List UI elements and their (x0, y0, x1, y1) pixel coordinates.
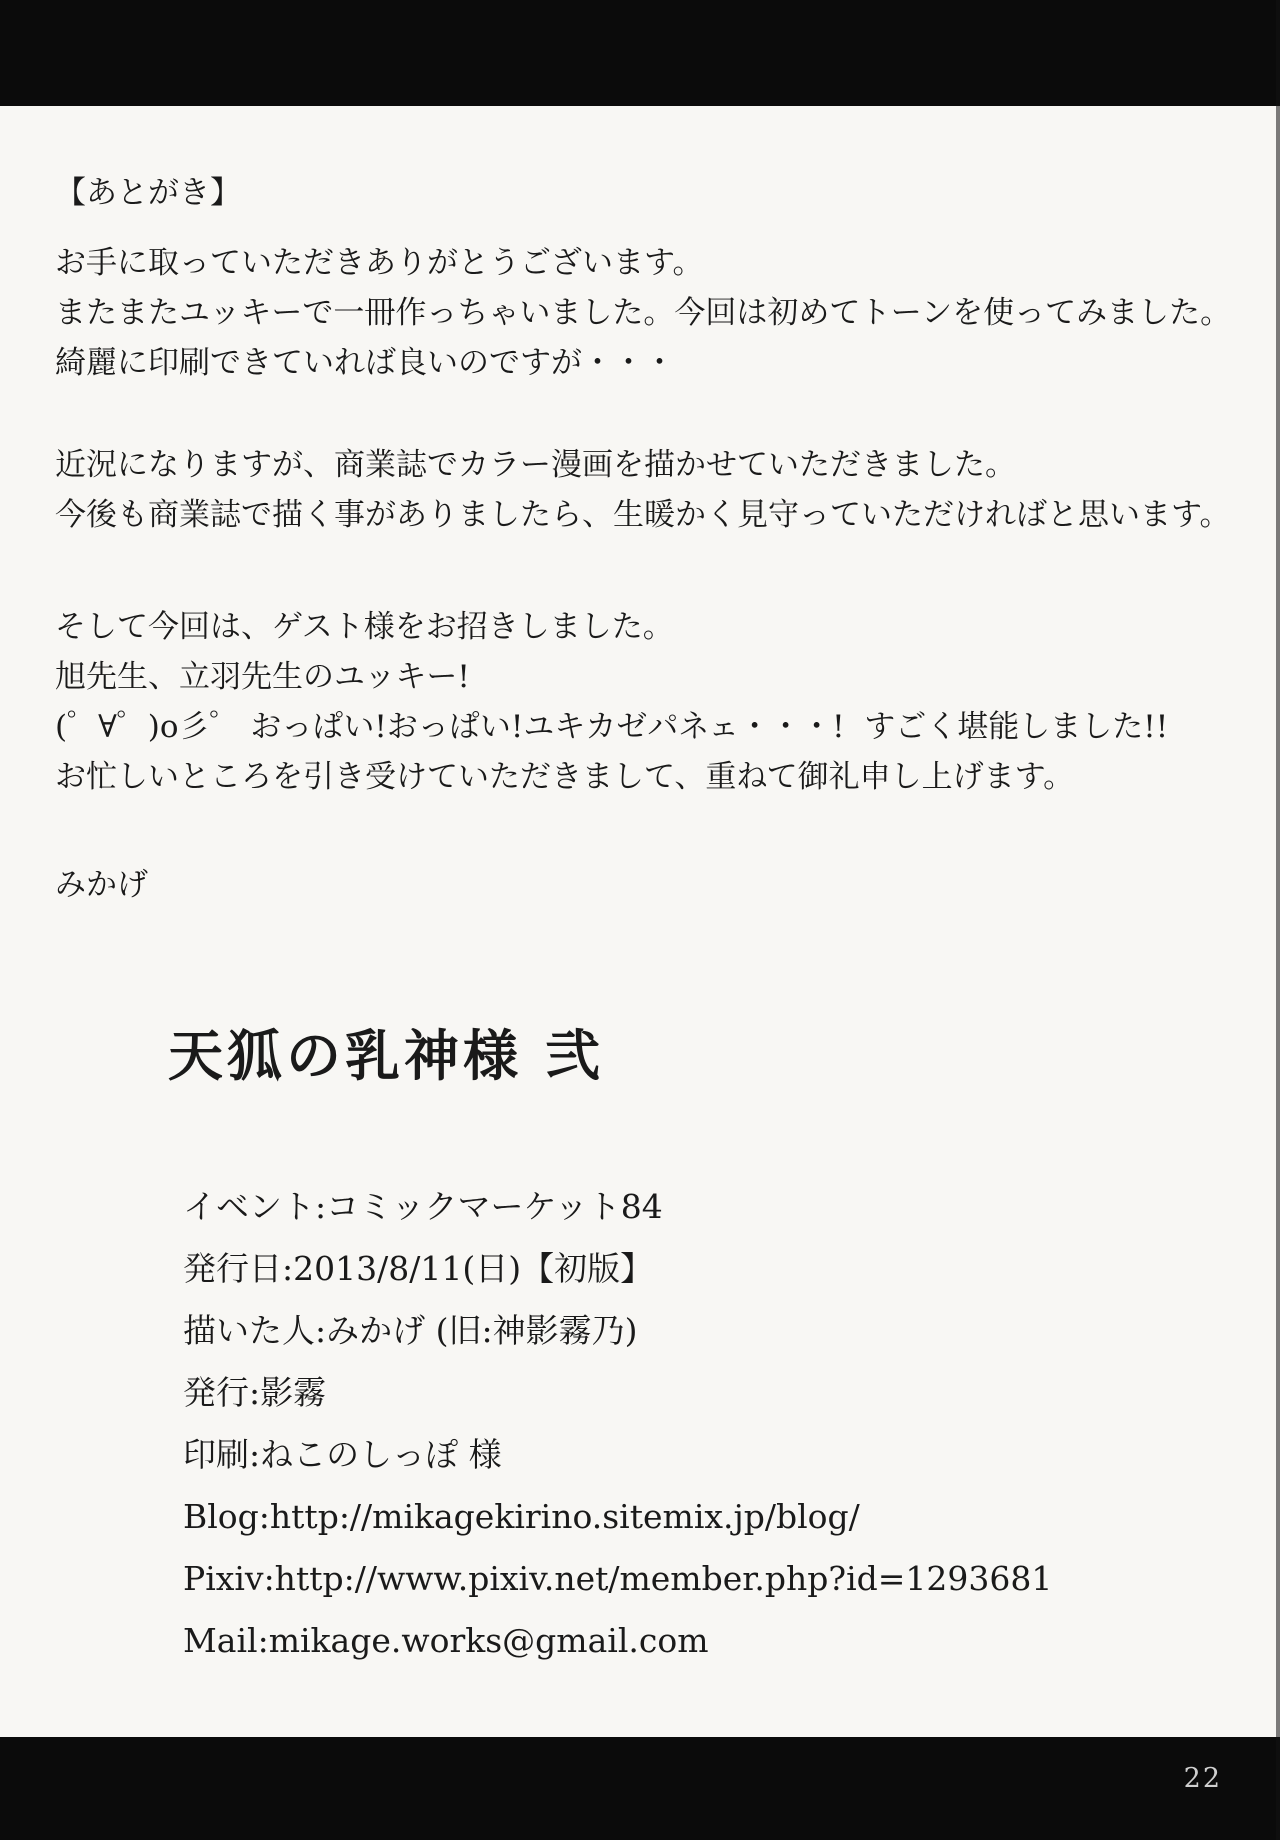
afterword-line: (゜∀゜)o彡゜ おっぱい!おっぱい!ユキカゼパネェ・・・! すごく堪能しました!! (55, 709, 1169, 745)
afterword-line: お忙しいところを引き受けていただきまして、重ねて御礼申し上げます。 (55, 759, 1075, 795)
afterword-text-block (55, 168, 1231, 910)
scan-edge-shadow (1276, 0, 1280, 1840)
bottom-black-bar (0, 1737, 1280, 1840)
colophon-blog-url-line: Blog:http://mikagekirino.sitemix.jp/blog/ (183, 1497, 860, 1536)
colophon-artist-line: 描いた人:みかげ (旧:神影霧乃) (183, 1311, 638, 1350)
colophon-printer-line: 印刷:ねこのしっぽ 様 (183, 1435, 502, 1474)
colophon-block (183, 1176, 1052, 1672)
colophon-event-line: イベント:コミックマーケット84 (183, 1187, 663, 1226)
afterword-line: お手に取っていただきありがとうございます。 (55, 245, 704, 281)
page-number: 22 (1183, 1763, 1222, 1794)
afterword-line: 近況になりますが、商業誌でカラー漫画を描かせていただきました。 (55, 447, 1016, 483)
afterword-line: 今後も商業誌で描く事がありましたら、生暖かく見守っていただければと思います。 (55, 497, 1231, 533)
colophon-pixiv-url-line: Pixiv:http://www.pixiv.net/member.php?id=1293681 (183, 1559, 1053, 1598)
spacer (55, 218, 1231, 238)
afterword-line: 旭先生、立羽先生のユッキー! (55, 659, 470, 695)
top-black-bar (0, 0, 1280, 106)
spacer (55, 540, 1231, 602)
doujin-title: 天狐の乳神様 弐 (168, 1023, 605, 1088)
spacer (55, 388, 1231, 440)
colophon-publish-date-line: 発行日:2013/8/11(日)【初版】 (183, 1249, 654, 1288)
colophon-publisher-line: 発行:影霧 (183, 1373, 327, 1412)
afterword-heading: 【あとがき】 (55, 175, 241, 211)
spacer (55, 802, 1231, 860)
afterword-line: そして今回は、ゲスト様をお招きしました。 (55, 609, 674, 645)
colophon-mail-line: Mail:mikage.works@gmail.com (183, 1621, 709, 1660)
author-signature: みかげ (55, 867, 148, 903)
afterword-line: またまたユッキーで一冊作っちゃいました。今回は初めてトーンを使ってみました。 (55, 295, 1232, 331)
afterword-line: 綺麗に印刷できていれば良いのですが・・・ (55, 345, 675, 381)
